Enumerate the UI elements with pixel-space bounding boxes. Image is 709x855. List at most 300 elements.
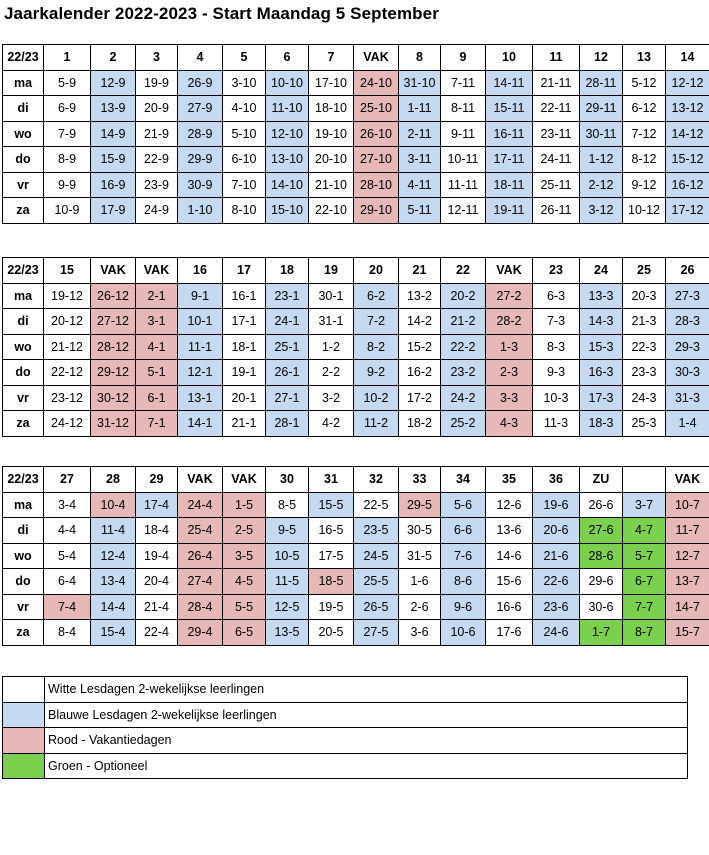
date-cell: 16-5 — [309, 518, 354, 544]
table-row — [3, 569, 709, 595]
date-cell: 9-5 — [266, 518, 309, 544]
date-cell: 30-5 — [399, 518, 441, 544]
date-cell: 21-11 — [533, 70, 580, 96]
date-cell: 29-10 — [354, 198, 399, 224]
date-cell: 14-11 — [486, 70, 533, 96]
week-header-cell: 24 — [580, 258, 623, 284]
date-cell: 13-12 — [666, 96, 709, 122]
date-cell: 27-4 — [178, 569, 223, 595]
date-cell: 29-9 — [178, 147, 223, 173]
date-cell: 28-4 — [178, 594, 223, 620]
date-cell: 14-10 — [266, 172, 309, 198]
date-cell: 24-3 — [623, 385, 666, 411]
date-cell: 17-5 — [309, 543, 354, 569]
date-cell: 13-6 — [486, 518, 533, 544]
date-cell: 3-10 — [223, 70, 266, 96]
legend-row — [3, 728, 688, 754]
calendar-table-3 — [2, 466, 709, 646]
date-cell: 30-11 — [580, 121, 623, 147]
date-cell: 6-5 — [223, 620, 266, 646]
day-label: za — [3, 620, 44, 646]
week-header-cell: 33 — [399, 467, 441, 493]
date-cell: 8-12 — [623, 147, 666, 173]
date-cell: 1-5 — [223, 492, 266, 518]
date-cell: 30-9 — [178, 172, 223, 198]
date-cell: 1-10 — [178, 198, 223, 224]
legend-label: Rood - Vakantiedagen — [45, 728, 688, 754]
date-cell: 2-1 — [136, 283, 178, 309]
week-header-cell: 16 — [178, 258, 223, 284]
date-cell: 18-2 — [399, 411, 441, 437]
date-cell: 22-9 — [136, 147, 178, 173]
day-label: wo — [3, 543, 44, 569]
date-cell: 23-2 — [441, 360, 486, 386]
date-cell: 28-1 — [266, 411, 309, 437]
week-header-cell: VAK — [136, 258, 178, 284]
table-row — [3, 543, 709, 569]
date-cell: 5-12 — [623, 70, 666, 96]
date-cell: 4-11 — [399, 172, 441, 198]
date-cell: 29-3 — [666, 334, 709, 360]
week-header-cell: 20 — [354, 258, 399, 284]
date-cell: 15-11 — [486, 96, 533, 122]
date-cell: 26-10 — [354, 121, 399, 147]
day-label: di — [3, 309, 44, 335]
date-cell: 23-3 — [623, 360, 666, 386]
date-cell: 24-12 — [44, 411, 91, 437]
date-cell: 13-3 — [580, 283, 623, 309]
week-header-cell: VAK — [91, 258, 136, 284]
date-cell: 2-2 — [309, 360, 354, 386]
date-cell: 31-5 — [399, 543, 441, 569]
date-cell: 16-11 — [486, 121, 533, 147]
date-cell: 17-12 — [666, 198, 709, 224]
date-cell: 8-9 — [44, 147, 91, 173]
date-cell: 13-2 — [399, 283, 441, 309]
day-label: do — [3, 569, 44, 595]
date-cell: 25-4 — [178, 518, 223, 544]
date-cell: 22-3 — [623, 334, 666, 360]
date-cell: 9-12 — [623, 172, 666, 198]
date-cell: 7-9 — [44, 121, 91, 147]
week-header-cell: 35 — [486, 467, 533, 493]
date-cell: 6-7 — [623, 569, 666, 595]
week-header-cell: 21 — [399, 258, 441, 284]
week-header-cell: VAK — [354, 45, 399, 71]
date-cell: 17-2 — [399, 385, 441, 411]
date-cell: 22-12 — [44, 360, 91, 386]
date-cell: 12-11 — [441, 198, 486, 224]
date-cell: 17-6 — [486, 620, 533, 646]
date-cell: 14-6 — [486, 543, 533, 569]
date-cell: 21-9 — [136, 121, 178, 147]
date-cell: 25-11 — [533, 172, 580, 198]
date-cell: 5-1 — [136, 360, 178, 386]
date-cell: 17-10 — [309, 70, 354, 96]
date-cell: 8-3 — [533, 334, 580, 360]
date-cell: 2-6 — [399, 594, 441, 620]
week-header-cell: 18 — [266, 258, 309, 284]
date-cell: 23-12 — [44, 385, 91, 411]
legend-row — [3, 753, 688, 779]
date-cell: 15-3 — [580, 334, 623, 360]
date-cell: 27-6 — [580, 518, 623, 544]
week-header-cell: 36 — [533, 467, 580, 493]
date-cell: 16-12 — [666, 172, 709, 198]
date-cell: 12-7 — [666, 543, 709, 569]
table-row — [3, 594, 709, 620]
date-cell: 31-10 — [399, 70, 441, 96]
date-cell: 3-3 — [486, 385, 533, 411]
week-header-cell: 31 — [309, 467, 354, 493]
date-cell: 16-9 — [91, 172, 136, 198]
date-cell: 15-2 — [399, 334, 441, 360]
corner-cell: 22/23 — [3, 467, 44, 493]
date-cell: 28-3 — [666, 309, 709, 335]
date-cell: 9-1 — [178, 283, 223, 309]
date-cell: 9-11 — [441, 121, 486, 147]
date-cell: 8-4 — [44, 620, 91, 646]
date-cell: 26-1 — [266, 360, 309, 386]
day-label: do — [3, 360, 44, 386]
week-header-cell: 30 — [266, 467, 309, 493]
date-cell: 29-5 — [399, 492, 441, 518]
legend-label: Witte Lesdagen 2-wekelijkse leerlingen — [45, 677, 688, 703]
week-header-cell: VAK — [666, 467, 709, 493]
date-cell: 20-10 — [309, 147, 354, 173]
week-header-cell: 9 — [441, 45, 486, 71]
date-cell: 27-9 — [178, 96, 223, 122]
date-cell: 16-2 — [399, 360, 441, 386]
date-cell: 24-5 — [354, 543, 399, 569]
date-cell: 10-9 — [44, 198, 91, 224]
date-cell: 13-7 — [666, 569, 709, 595]
day-label: vr — [3, 385, 44, 411]
date-cell: 10-12 — [623, 198, 666, 224]
date-cell: 14-2 — [399, 309, 441, 335]
date-cell: 1-6 — [399, 569, 441, 595]
date-cell: 20-4 — [136, 569, 178, 595]
date-cell: 21-1 — [223, 411, 266, 437]
date-cell: 7-2 — [354, 309, 399, 335]
date-cell: 17-4 — [136, 492, 178, 518]
date-cell: 7-3 — [533, 309, 580, 335]
date-cell: 11-5 — [266, 569, 309, 595]
date-cell: 28-10 — [354, 172, 399, 198]
day-label: vr — [3, 594, 44, 620]
table-row — [3, 172, 709, 198]
week-header-cell: 3 — [136, 45, 178, 71]
date-cell: 18-3 — [580, 411, 623, 437]
date-cell: 1-2 — [309, 334, 354, 360]
date-cell: 5-6 — [441, 492, 486, 518]
date-cell: 7-4 — [44, 594, 91, 620]
table-row — [3, 198, 709, 224]
date-cell: 19-12 — [44, 283, 91, 309]
week-header-cell — [623, 467, 666, 493]
date-cell: 29-12 — [91, 360, 136, 386]
date-cell: 6-2 — [354, 283, 399, 309]
date-cell: 2-11 — [399, 121, 441, 147]
date-cell: 14-1 — [178, 411, 223, 437]
date-cell: 22-5 — [354, 492, 399, 518]
date-cell: 28-12 — [91, 334, 136, 360]
date-cell: 24-10 — [354, 70, 399, 96]
date-cell: 20-12 — [44, 309, 91, 335]
week-header-cell: 1 — [44, 45, 91, 71]
date-cell: 19-4 — [136, 543, 178, 569]
table-row — [3, 334, 709, 360]
date-cell: 5-4 — [44, 543, 91, 569]
date-cell: 20-9 — [136, 96, 178, 122]
date-cell: 12-10 — [266, 121, 309, 147]
date-cell: 29-6 — [580, 569, 623, 595]
date-cell: 28-9 — [178, 121, 223, 147]
date-cell: 24-11 — [533, 147, 580, 173]
legend-row — [3, 677, 688, 703]
table-row — [3, 385, 709, 411]
week-header-cell: 27 — [44, 467, 91, 493]
date-cell: 27-1 — [266, 385, 309, 411]
date-cell: 27-10 — [354, 147, 399, 173]
date-cell: 24-9 — [136, 198, 178, 224]
date-cell: 31-3 — [666, 385, 709, 411]
date-cell: 16-6 — [486, 594, 533, 620]
date-cell: 5-7 — [623, 543, 666, 569]
date-cell: 17-1 — [223, 309, 266, 335]
date-cell: 3-7 — [623, 492, 666, 518]
date-cell: 24-1 — [266, 309, 309, 335]
date-cell: 2-3 — [486, 360, 533, 386]
date-cell: 20-5 — [309, 620, 354, 646]
date-cell: 4-7 — [623, 518, 666, 544]
date-cell: 19-1 — [223, 360, 266, 386]
table-row — [3, 121, 709, 147]
date-cell: 21-12 — [44, 334, 91, 360]
page-title: Jaarkalender 2022-2023 - Start Maandag 5 September — [4, 4, 439, 23]
date-cell: 6-3 — [533, 283, 580, 309]
date-cell: 11-7 — [666, 518, 709, 544]
date-cell: 11-2 — [354, 411, 399, 437]
table-row — [3, 411, 709, 437]
date-cell: 19-11 — [486, 198, 533, 224]
week-header-cell: 5 — [223, 45, 266, 71]
date-cell: 24-6 — [533, 620, 580, 646]
date-cell: 18-10 — [309, 96, 354, 122]
date-cell: 12-4 — [91, 543, 136, 569]
date-cell: 12-1 — [178, 360, 223, 386]
week-header-cell: 11 — [533, 45, 580, 71]
table-row — [3, 518, 709, 544]
date-cell: 20-1 — [223, 385, 266, 411]
date-cell: 14-3 — [580, 309, 623, 335]
day-label: ma — [3, 70, 44, 96]
date-cell: 10-3 — [533, 385, 580, 411]
legend-row — [3, 702, 688, 728]
date-cell: 4-3 — [486, 411, 533, 437]
date-cell: 11-1 — [178, 334, 223, 360]
date-cell: 31-12 — [91, 411, 136, 437]
date-cell: 6-10 — [223, 147, 266, 173]
table-row — [3, 70, 709, 96]
date-cell: 7-7 — [623, 594, 666, 620]
date-cell: 3-4 — [44, 492, 91, 518]
table-row — [3, 492, 709, 518]
week-header-cell: 14 — [666, 45, 709, 71]
table-row — [3, 309, 709, 335]
legend-swatch — [3, 702, 45, 728]
date-cell: 4-4 — [44, 518, 91, 544]
date-cell: 1-11 — [399, 96, 441, 122]
date-cell: 2-5 — [223, 518, 266, 544]
date-cell: 17-3 — [580, 385, 623, 411]
date-cell: 7-12 — [623, 121, 666, 147]
date-cell: 5-10 — [223, 121, 266, 147]
date-cell: 18-1 — [223, 334, 266, 360]
date-cell: 29-4 — [178, 620, 223, 646]
date-cell: 21-6 — [533, 543, 580, 569]
date-cell: 20-6 — [533, 518, 580, 544]
day-label: wo — [3, 121, 44, 147]
date-cell: 26-6 — [580, 492, 623, 518]
week-header-cell: 8 — [399, 45, 441, 71]
date-cell: 22-2 — [441, 334, 486, 360]
table-row — [3, 96, 709, 122]
day-label: ma — [3, 492, 44, 518]
date-cell: 22-6 — [533, 569, 580, 595]
week-header-cell: 28 — [91, 467, 136, 493]
date-cell: 17-9 — [91, 198, 136, 224]
date-cell: 27-12 — [91, 309, 136, 335]
week-header-cell: 26 — [666, 258, 709, 284]
date-cell: 22-11 — [533, 96, 580, 122]
day-label: do — [3, 147, 44, 173]
day-label: di — [3, 96, 44, 122]
date-cell: 26-12 — [91, 283, 136, 309]
week-header-cell: 15 — [44, 258, 91, 284]
date-cell: 9-9 — [44, 172, 91, 198]
date-cell: 8-5 — [266, 492, 309, 518]
date-cell: 28-11 — [580, 70, 623, 96]
week-header-cell: VAK — [178, 467, 223, 493]
corner-cell: 22/23 — [3, 258, 44, 284]
date-cell: 16-3 — [580, 360, 623, 386]
date-cell: 21-10 — [309, 172, 354, 198]
week-header-cell: 4 — [178, 45, 223, 71]
date-cell: 25-1 — [266, 334, 309, 360]
date-cell: 7-1 — [136, 411, 178, 437]
date-cell: 10-6 — [441, 620, 486, 646]
week-header-cell: 32 — [354, 467, 399, 493]
week-header-cell: 12 — [580, 45, 623, 71]
date-cell: 6-4 — [44, 569, 91, 595]
date-cell: 3-12 — [580, 198, 623, 224]
legend-label: Blauwe Lesdagen 2-wekelijkse leerlingen — [45, 702, 688, 728]
corner-cell: 22/23 — [3, 45, 44, 71]
date-cell: 29-11 — [580, 96, 623, 122]
week-header-cell: ZU — [580, 467, 623, 493]
date-cell: 4-5 — [223, 569, 266, 595]
date-cell: 17-11 — [486, 147, 533, 173]
date-cell: 15-9 — [91, 147, 136, 173]
date-cell: 23-1 — [266, 283, 309, 309]
day-label: wo — [3, 334, 44, 360]
date-cell: 26-9 — [178, 70, 223, 96]
date-cell: 12-6 — [486, 492, 533, 518]
date-cell: 20-2 — [441, 283, 486, 309]
date-cell: 30-3 — [666, 360, 709, 386]
date-cell: 18-4 — [136, 518, 178, 544]
date-cell: 12-5 — [266, 594, 309, 620]
date-cell: 14-4 — [91, 594, 136, 620]
legend-label: Groen - Optioneel — [45, 753, 688, 779]
date-cell: 19-5 — [309, 594, 354, 620]
date-cell: 10-10 — [266, 70, 309, 96]
date-cell: 23-9 — [136, 172, 178, 198]
date-cell: 20-3 — [623, 283, 666, 309]
date-cell: 11-3 — [533, 411, 580, 437]
date-cell: 25-5 — [354, 569, 399, 595]
date-cell: 4-1 — [136, 334, 178, 360]
date-cell: 19-10 — [309, 121, 354, 147]
date-cell: 30-6 — [580, 594, 623, 620]
day-label: di — [3, 518, 44, 544]
date-cell: 19-6 — [533, 492, 580, 518]
date-cell: 12-9 — [91, 70, 136, 96]
date-cell: 16-1 — [223, 283, 266, 309]
date-cell: 25-3 — [623, 411, 666, 437]
date-cell: 30-12 — [91, 385, 136, 411]
date-cell: 4-2 — [309, 411, 354, 437]
date-cell: 23-5 — [354, 518, 399, 544]
date-cell: 31-1 — [309, 309, 354, 335]
date-cell: 24-2 — [441, 385, 486, 411]
date-cell: 6-9 — [44, 96, 91, 122]
date-cell: 10-5 — [266, 543, 309, 569]
date-cell: 3-11 — [399, 147, 441, 173]
calendar-table-1 — [2, 44, 709, 224]
date-cell: 23-6 — [533, 594, 580, 620]
date-cell: 14-9 — [91, 121, 136, 147]
date-cell: 26-5 — [354, 594, 399, 620]
date-cell: 8-11 — [441, 96, 486, 122]
date-cell: 6-6 — [441, 518, 486, 544]
date-cell: 28-2 — [486, 309, 533, 335]
legend-swatch — [3, 728, 45, 754]
week-header-cell: 2 — [91, 45, 136, 71]
week-header-cell: 19 — [309, 258, 354, 284]
date-cell: 13-5 — [266, 620, 309, 646]
legend-table — [2, 676, 688, 779]
date-cell: 13-4 — [91, 569, 136, 595]
date-cell: 3-1 — [136, 309, 178, 335]
date-cell: 27-3 — [666, 283, 709, 309]
date-cell: 21-3 — [623, 309, 666, 335]
week-header-cell: 29 — [136, 467, 178, 493]
date-cell: 3-6 — [399, 620, 441, 646]
week-header-cell: 34 — [441, 467, 486, 493]
date-cell: 10-1 — [178, 309, 223, 335]
date-cell: 7-6 — [441, 543, 486, 569]
date-cell: 7-10 — [223, 172, 266, 198]
day-label: za — [3, 411, 44, 437]
date-cell: 10-7 — [666, 492, 709, 518]
date-cell: 12-12 — [666, 70, 709, 96]
date-cell: 1-4 — [666, 411, 709, 437]
date-cell: 3-5 — [223, 543, 266, 569]
date-cell: 8-10 — [223, 198, 266, 224]
day-label: ma — [3, 283, 44, 309]
